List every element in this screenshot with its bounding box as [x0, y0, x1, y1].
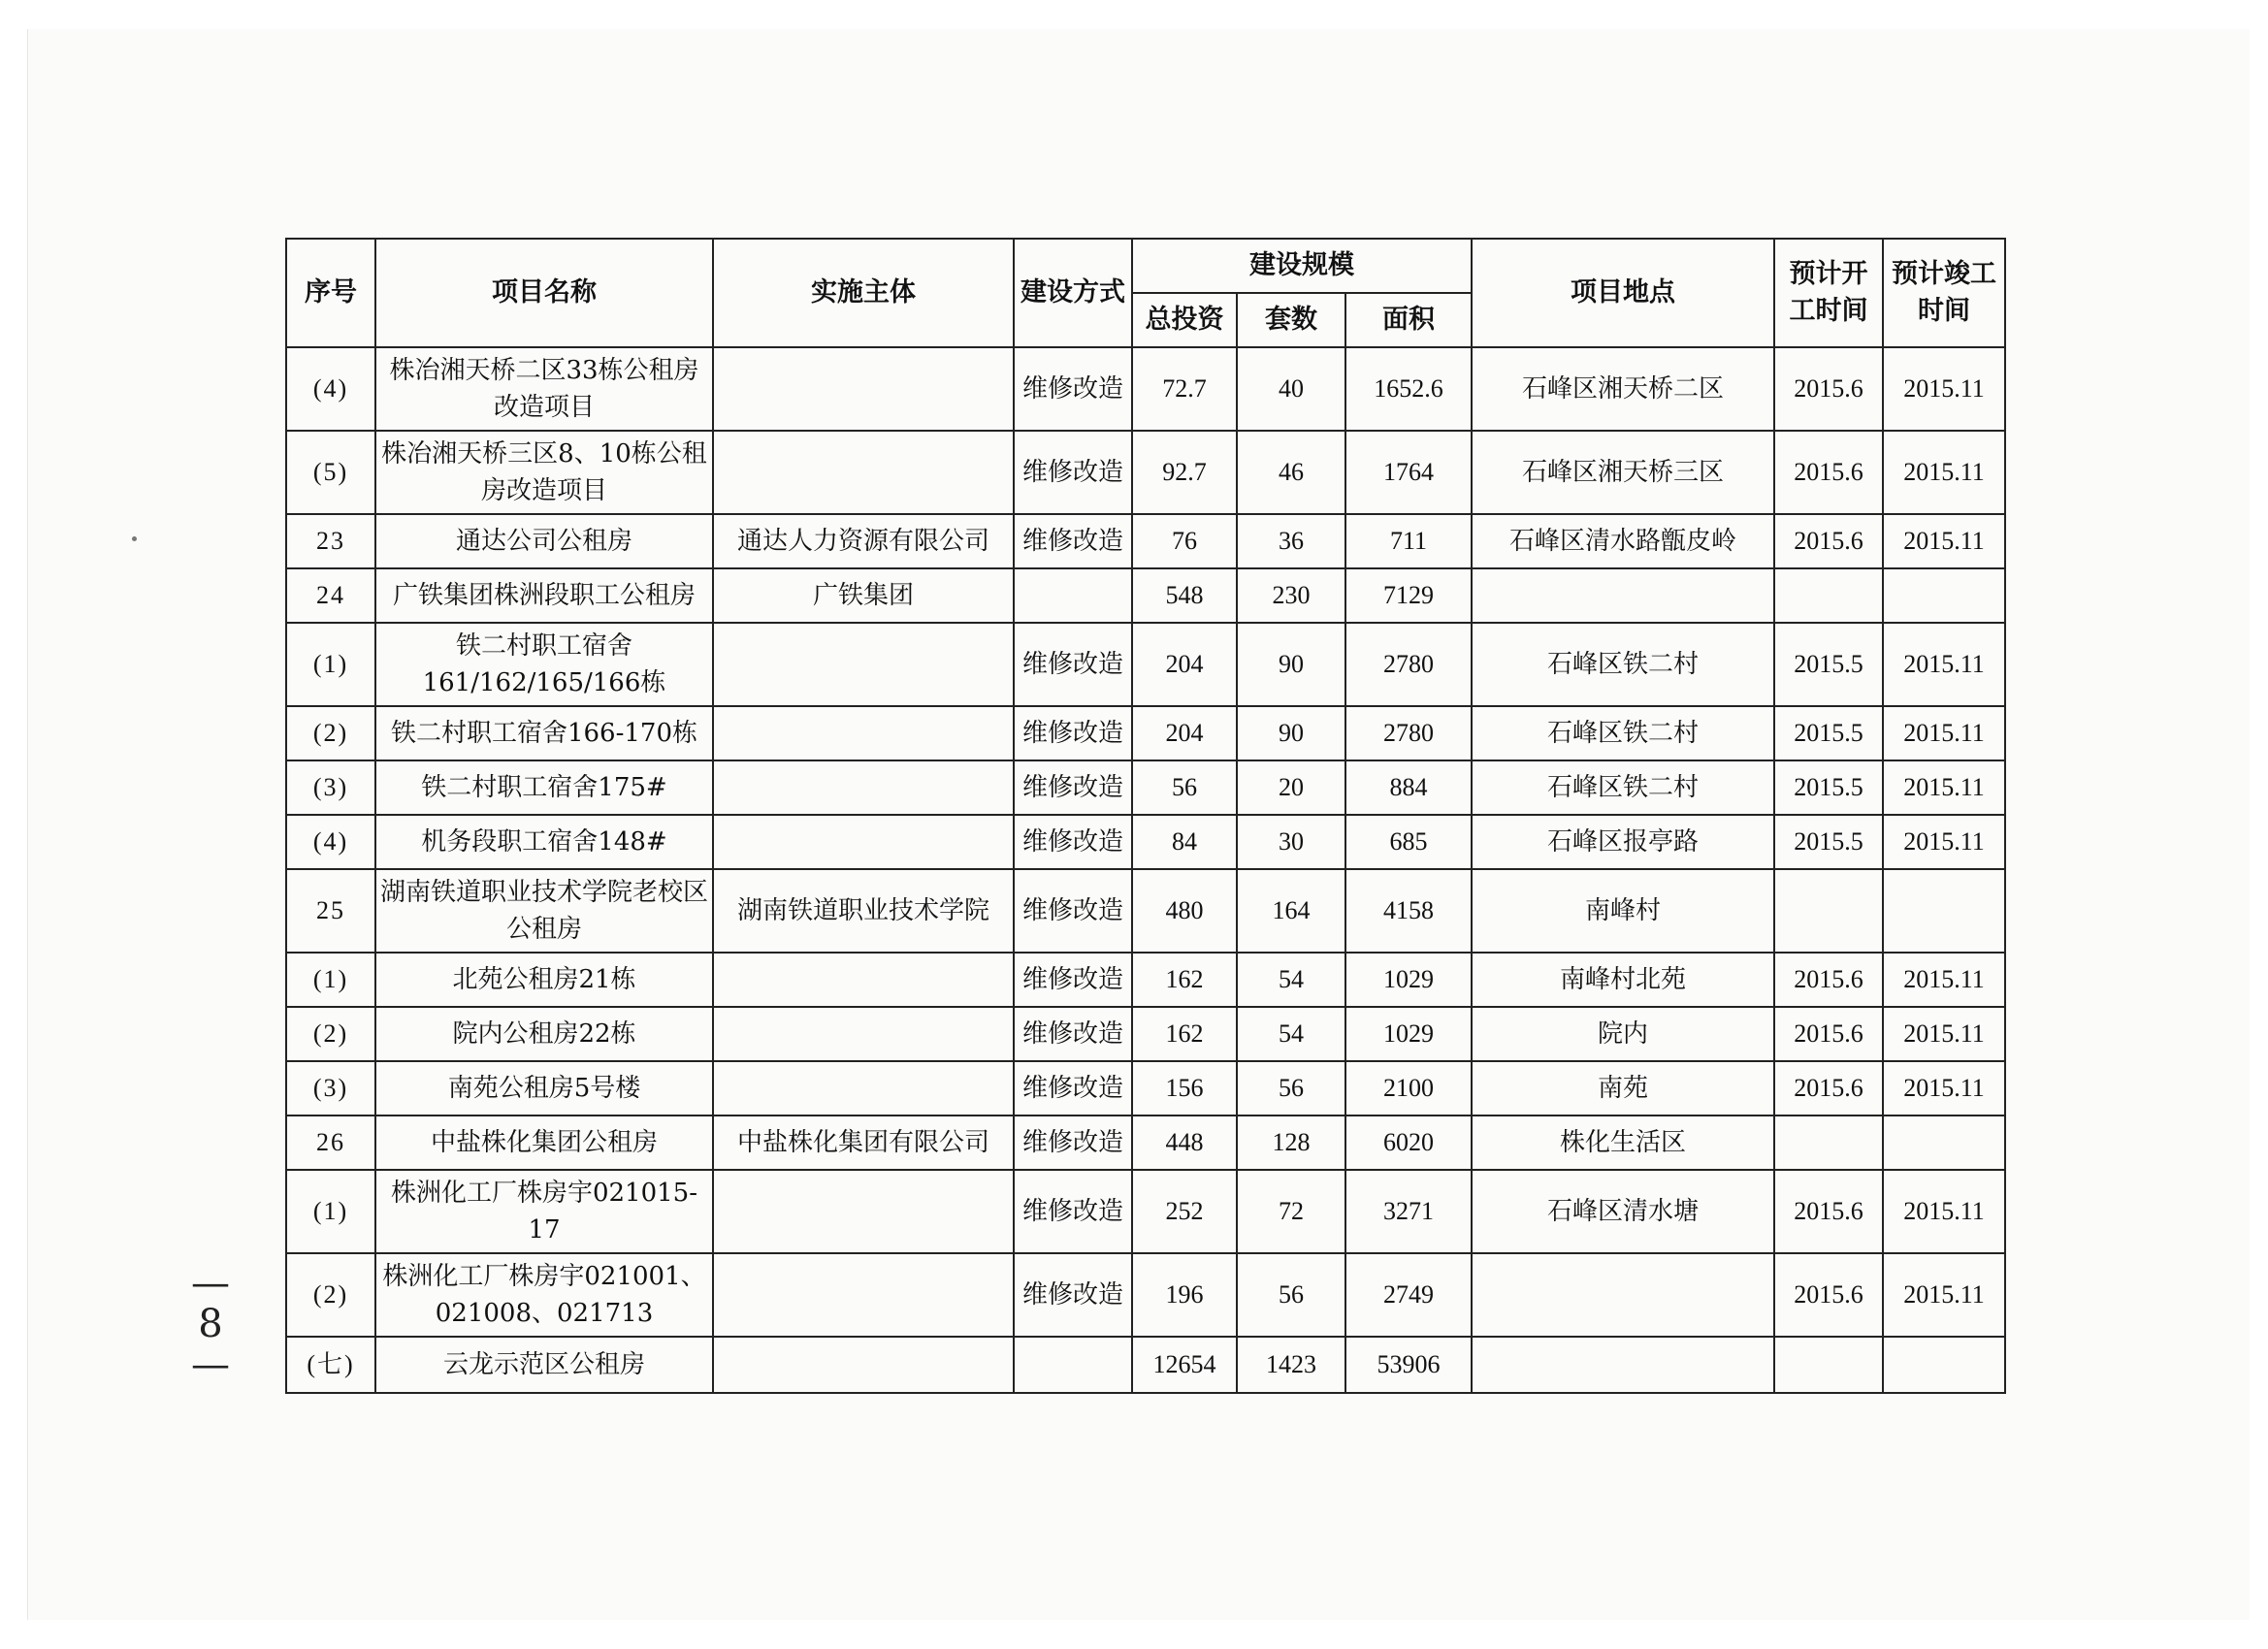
cell-location: 石峰区铁二村 [1472, 706, 1774, 760]
cell-location [1472, 1337, 1774, 1393]
cell-end: 2015.11 [1883, 623, 2005, 706]
cell-seq: (1) [286, 953, 375, 1007]
cell-entity [713, 347, 1014, 431]
cell-entity [713, 623, 1014, 706]
cell-units: 72 [1237, 1170, 1345, 1253]
cell-name: 中盐株化集团公租房 [375, 1116, 713, 1170]
table-row [286, 953, 2005, 1007]
cell-entity [713, 953, 1014, 1007]
cell-end [1883, 1116, 2005, 1170]
cell-area: 2749 [1345, 1253, 1472, 1337]
table-row [286, 869, 2005, 953]
table-row [286, 706, 2005, 760]
cell-end: 2015.11 [1883, 1170, 2005, 1253]
cell-location: 石峰区湘天桥二区 [1472, 347, 1774, 431]
cell-location [1472, 568, 1774, 623]
cell-units: 164 [1237, 869, 1345, 953]
cell-name: 湖南铁道职业技术学院老校区公租房 [375, 869, 713, 953]
cell-end: 2015.11 [1883, 347, 2005, 431]
cell-method: 维修改造 [1014, 1061, 1132, 1116]
cell-name: 云龙示范区公租房 [375, 1337, 713, 1393]
cell-units: 56 [1237, 1061, 1345, 1116]
cell-seq: (4) [286, 347, 375, 431]
cell-seq: 24 [286, 568, 375, 623]
cell-units: 54 [1237, 953, 1345, 1007]
cell-end: 2015.11 [1883, 1253, 2005, 1337]
header-method: 建设方式 [1014, 239, 1132, 347]
table-row [286, 1170, 2005, 1253]
cell-start: 2015.6 [1774, 953, 1883, 1007]
cell-area: 2780 [1345, 706, 1472, 760]
cell-method: 维修改造 [1014, 869, 1132, 953]
cell-invest: 480 [1132, 869, 1237, 953]
table-row [286, 514, 2005, 568]
cell-units: 230 [1237, 568, 1345, 623]
cell-method: 维修改造 [1014, 706, 1132, 760]
cell-invest: 156 [1132, 1061, 1237, 1116]
cell-invest: 548 [1132, 568, 1237, 623]
cell-seq: 25 [286, 869, 375, 953]
table-row [286, 568, 2005, 623]
cell-method: 维修改造 [1014, 1007, 1132, 1061]
cell-invest: 196 [1132, 1253, 1237, 1337]
cell-start: 2015.6 [1774, 1061, 1883, 1116]
cell-location: 院内 [1472, 1007, 1774, 1061]
cell-name: 院内公租房22栋 [375, 1007, 713, 1061]
cell-seq: (1) [286, 1170, 375, 1253]
cell-invest: 204 [1132, 706, 1237, 760]
cell-area: 685 [1345, 815, 1472, 869]
cell-start: 2015.5 [1774, 623, 1883, 706]
cell-end [1883, 1337, 2005, 1393]
cell-method: 维修改造 [1014, 623, 1132, 706]
cell-location: 南峰村北苑 [1472, 953, 1774, 1007]
cell-location: 株化生活区 [1472, 1116, 1774, 1170]
cell-location: 石峰区清水路甑皮岭 [1472, 514, 1774, 568]
cell-area: 1764 [1345, 431, 1472, 514]
cell-area: 7129 [1345, 568, 1472, 623]
cell-entity [713, 1170, 1014, 1253]
table-container [285, 238, 2004, 1394]
table-row [286, 431, 2005, 514]
cell-end: 2015.11 [1883, 815, 2005, 869]
cell-method: 维修改造 [1014, 1170, 1132, 1253]
table-row [286, 1116, 2005, 1170]
cell-start: 2015.6 [1774, 514, 1883, 568]
cell-entity [713, 1061, 1014, 1116]
cell-units: 40 [1237, 347, 1345, 431]
cell-seq: (2) [286, 1007, 375, 1061]
cell-units: 30 [1237, 815, 1345, 869]
cell-end: 2015.11 [1883, 1061, 2005, 1116]
cell-seq: (2) [286, 706, 375, 760]
cell-method: 维修改造 [1014, 1253, 1132, 1337]
cell-end: 2015.11 [1883, 431, 2005, 514]
cell-start: 2015.5 [1774, 760, 1883, 815]
cell-seq: (2) [286, 1253, 375, 1337]
cell-start: 2015.6 [1774, 1253, 1883, 1337]
header-location: 项目地点 [1472, 239, 1774, 347]
cell-seq: (3) [286, 760, 375, 815]
header-entity: 实施主体 [713, 239, 1014, 347]
cell-area: 2780 [1345, 623, 1472, 706]
cell-area: 1029 [1345, 1007, 1472, 1061]
cell-start: 2015.6 [1774, 431, 1883, 514]
cell-location: 石峰区清水塘 [1472, 1170, 1774, 1253]
table-body [286, 347, 2005, 1393]
cell-start [1774, 1337, 1883, 1393]
header-name: 项目名称 [375, 239, 713, 347]
cell-seq: 26 [286, 1116, 375, 1170]
header-area: 面积 [1345, 293, 1472, 347]
cell-name: 铁二村职工宿舍175# [375, 760, 713, 815]
cell-invest: 56 [1132, 760, 1237, 815]
cell-entity [713, 706, 1014, 760]
table-row [286, 347, 2005, 431]
cell-invest: 84 [1132, 815, 1237, 869]
cell-start: 2015.5 [1774, 706, 1883, 760]
cell-units: 20 [1237, 760, 1345, 815]
cell-location: 南峰村 [1472, 869, 1774, 953]
cell-end: 2015.11 [1883, 953, 2005, 1007]
cell-start: 2015.5 [1774, 815, 1883, 869]
cell-name: 南苑公租房5号楼 [375, 1061, 713, 1116]
cell-units: 90 [1237, 706, 1345, 760]
cell-seq: (4) [286, 815, 375, 869]
cell-area: 2100 [1345, 1061, 1472, 1116]
header-units: 套数 [1237, 293, 1345, 347]
cell-name: 株洲化工厂株房宇021015-17 [375, 1170, 713, 1253]
cell-location: 石峰区铁二村 [1472, 760, 1774, 815]
cell-method [1014, 1337, 1132, 1393]
header-scale: 建设规模 [1132, 239, 1472, 293]
cell-location: 石峰区湘天桥三区 [1472, 431, 1774, 514]
table-row [286, 1061, 2005, 1116]
table-row [286, 1337, 2005, 1393]
table-row [286, 815, 2005, 869]
cell-area: 4158 [1345, 869, 1472, 953]
cell-method: 维修改造 [1014, 347, 1132, 431]
cell-name: 北苑公租房21栋 [375, 953, 713, 1007]
cell-method [1014, 568, 1132, 623]
header-start: 预计开工时间 [1774, 239, 1883, 347]
cell-units: 1423 [1237, 1337, 1345, 1393]
cell-invest: 76 [1132, 514, 1237, 568]
cell-name: 通达公司公租房 [375, 514, 713, 568]
cell-location: 石峰区铁二村 [1472, 623, 1774, 706]
cell-entity [713, 760, 1014, 815]
cell-start [1774, 869, 1883, 953]
cell-method: 维修改造 [1014, 514, 1132, 568]
cell-method: 维修改造 [1014, 953, 1132, 1007]
cell-entity: 广铁集团 [713, 568, 1014, 623]
cell-entity [713, 431, 1014, 514]
cell-seq: (5) [286, 431, 375, 514]
housing-project-table [285, 238, 2006, 1394]
cell-location: 南苑 [1472, 1061, 1774, 1116]
cell-method: 维修改造 [1014, 431, 1132, 514]
cell-name: 株洲化工厂株房宇021001、021008、021713 [375, 1253, 713, 1337]
cell-invest: 162 [1132, 953, 1237, 1007]
cell-entity: 通达人力资源有限公司 [713, 514, 1014, 568]
scan-speck [132, 536, 137, 541]
cell-entity: 中盐株化集团有限公司 [713, 1116, 1014, 1170]
header-invest: 总投资 [1132, 293, 1237, 347]
cell-units: 54 [1237, 1007, 1345, 1061]
cell-invest: 162 [1132, 1007, 1237, 1061]
cell-units: 90 [1237, 623, 1345, 706]
cell-entity: 湖南铁道职业技术学院 [713, 869, 1014, 953]
page-number: —8— [188, 1261, 233, 1383]
cell-invest: 252 [1132, 1170, 1237, 1253]
header-end: 预计竣工时间 [1883, 239, 2005, 347]
cell-seq: (1) [286, 623, 375, 706]
cell-start: 2015.6 [1774, 1170, 1883, 1253]
cell-invest: 448 [1132, 1116, 1237, 1170]
cell-end: 2015.11 [1883, 706, 2005, 760]
cell-entity [713, 815, 1014, 869]
cell-entity [713, 1253, 1014, 1337]
cell-invest: 72.7 [1132, 347, 1237, 431]
cell-seq: (七) [286, 1337, 375, 1393]
table-row [286, 1007, 2005, 1061]
cell-area: 711 [1345, 514, 1472, 568]
cell-method: 维修改造 [1014, 1116, 1132, 1170]
cell-area: 884 [1345, 760, 1472, 815]
cell-name: 铁二村职工宿舍161/162/165/166栋 [375, 623, 713, 706]
cell-end: 2015.11 [1883, 760, 2005, 815]
cell-area: 1652.6 [1345, 347, 1472, 431]
cell-name: 机务段职工宿舍148# [375, 815, 713, 869]
cell-invest: 204 [1132, 623, 1237, 706]
cell-method: 维修改造 [1014, 760, 1132, 815]
cell-units: 56 [1237, 1253, 1345, 1337]
cell-seq: (3) [286, 1061, 375, 1116]
cell-area: 1029 [1345, 953, 1472, 1007]
cell-seq: 23 [286, 514, 375, 568]
cell-area: 6020 [1345, 1116, 1472, 1170]
cell-method: 维修改造 [1014, 815, 1132, 869]
cell-name: 株冶湘天桥三区8、10栋公租房改造项目 [375, 431, 713, 514]
cell-start [1774, 1116, 1883, 1170]
table-row [286, 760, 2005, 815]
cell-end: 2015.11 [1883, 1007, 2005, 1061]
table-row [286, 1253, 2005, 1337]
cell-location: 石峰区报亭路 [1472, 815, 1774, 869]
cell-units: 36 [1237, 514, 1345, 568]
cell-name: 株冶湘天桥二区33栋公租房改造项目 [375, 347, 713, 431]
cell-start [1774, 568, 1883, 623]
cell-location [1472, 1253, 1774, 1337]
cell-end [1883, 568, 2005, 623]
cell-units: 46 [1237, 431, 1345, 514]
cell-entity [713, 1337, 1014, 1393]
cell-area: 3271 [1345, 1170, 1472, 1253]
cell-units: 128 [1237, 1116, 1345, 1170]
cell-name: 铁二村职工宿舍166-170栋 [375, 706, 713, 760]
header-seq: 序号 [286, 239, 375, 347]
cell-area: 53906 [1345, 1337, 1472, 1393]
cell-end: 2015.11 [1883, 514, 2005, 568]
cell-entity [713, 1007, 1014, 1061]
cell-end [1883, 869, 2005, 953]
cell-invest: 92.7 [1132, 431, 1237, 514]
cell-start: 2015.6 [1774, 1007, 1883, 1061]
cell-name: 广铁集团株洲段职工公租房 [375, 568, 713, 623]
cell-start: 2015.6 [1774, 347, 1883, 431]
cell-invest: 12654 [1132, 1337, 1237, 1393]
table-row [286, 623, 2005, 706]
